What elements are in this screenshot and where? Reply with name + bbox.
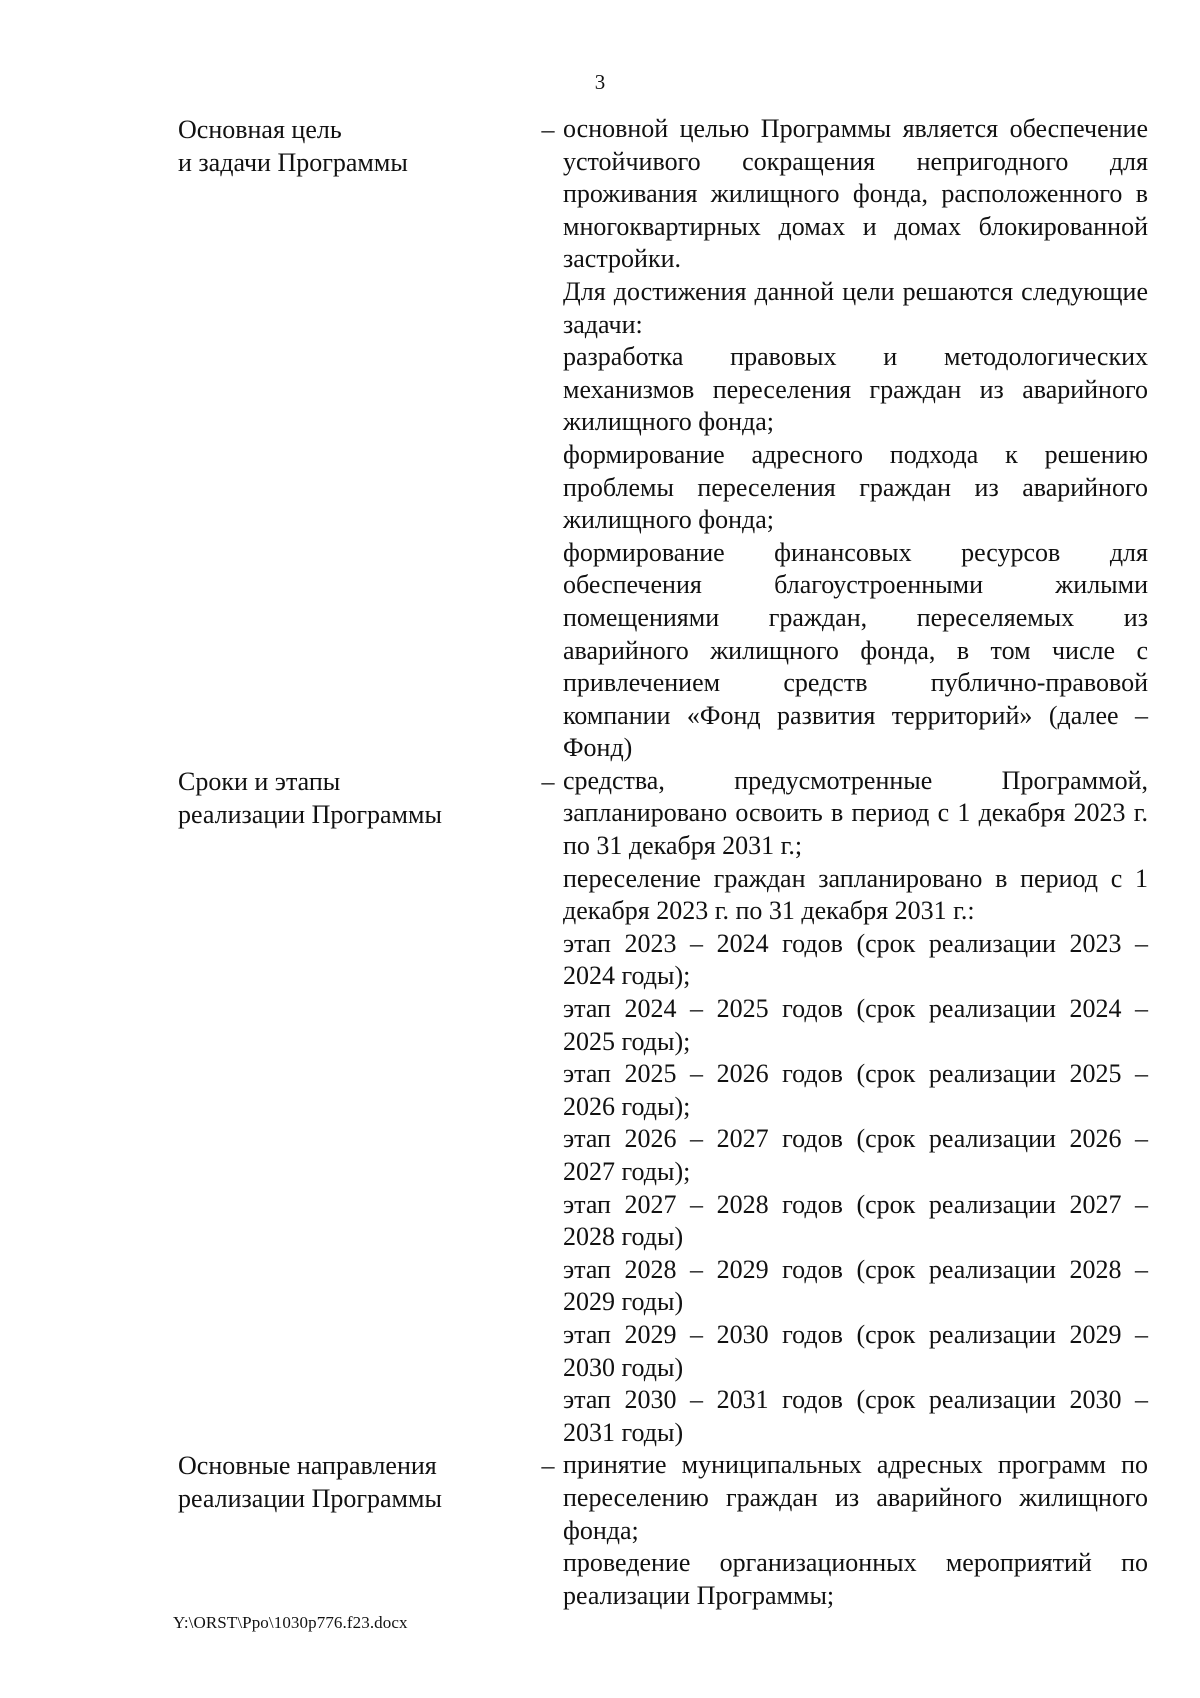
program-passport-table — [178, 113, 1148, 1612]
paragraph: формирование финансовых ресурсов для обеспечения благоустроенными жилыми помещениями граждан, переселяемых из аварийного жилищного фонда, в том числе с привлечением средств публично-правовой компании «Фонд развития территорий» (далее – Фонд) — [563, 537, 1148, 763]
row-body-timing — [563, 765, 1148, 1449]
row-body-directions — [563, 1449, 1148, 1612]
row-label-directions: Основные направления реализации Программы — [178, 1451, 442, 1514]
stage-item: этап 2026 – 2027 годов (срок реализации 2026 – 2027 годы); — [563, 1124, 1148, 1186]
file-path-footer: Y:\ORST\Ppo\1030p776.f23.docx — [173, 1613, 408, 1632]
page-number: 3 — [594, 70, 606, 94]
row-dash: – — [541, 1451, 555, 1481]
paragraph: формирование адресного подхода к решению проблемы переселения граждан из аварийного жилищного фонда; — [563, 439, 1148, 535]
stage-item: этап 2028 – 2029 годов (срок реализации 2028 – 2029 годы) — [563, 1254, 1148, 1317]
row-label-goal: Основная цель и задачи Программы — [178, 115, 408, 177]
paragraph: Для достижения данной цели решаются следующие задачи: — [563, 276, 1148, 339]
row-dash: – — [541, 766, 555, 796]
row-body-goal — [563, 113, 1148, 765]
stage-item: этап 2029 – 2030 годов (срок реализации 2029 – 2030 годы) — [563, 1319, 1148, 1382]
table-row-timing — [178, 765, 1148, 1449]
stage-item: этап 2025 – 2026 годов (срок реализации 2025 – 2026 годы); — [563, 1059, 1148, 1121]
stage-item: этап 2023 – 2024 годов (срок реализации 2023 – 2024 годы); — [563, 928, 1148, 991]
paragraph: принятие муниципальных адресных программ по переселению граждан из аварийного жилищного фонда; — [563, 1450, 1148, 1545]
stage-item: этап 2024 – 2025 годов (срок реализации 2024 – 2025 годы); — [563, 994, 1148, 1056]
row-dash: – — [541, 115, 555, 144]
table-row-directions — [178, 1449, 1148, 1612]
paragraph: основной целью Программы является обеспечение устойчивого сокращения непригодного для проживания жилищного фонда, расположенного в многоквартирных домах и домах блокированной застройки. — [563, 114, 1148, 274]
paragraph: проведение организационных мероприятий по реализации Программы; — [563, 1548, 1148, 1610]
table-row-goal — [178, 113, 1148, 765]
paragraph: разработка правовых и методологических механизмов переселения граждан из аварийного жилищного фонда; — [563, 342, 1148, 437]
stage-item: этап 2027 – 2028 годов (срок реализации 2027 – 2028 годы) — [563, 1189, 1148, 1252]
stage-item: этап 2030 – 2031 годов (срок реализации 2030 – 2031 годы) — [563, 1385, 1148, 1447]
paragraph: переселение граждан запланировано в период с 1 декабря 2023 г. по 31 декабря 2031 г.: — [563, 863, 1148, 926]
row-label-timing: Сроки и этапы реализации Программы — [178, 766, 442, 829]
paragraph: средства, предусмотренные Программой, запланировано освоить в период с 1 декабря 2023 г. по 31 декабря 2031 г.; — [563, 765, 1148, 861]
